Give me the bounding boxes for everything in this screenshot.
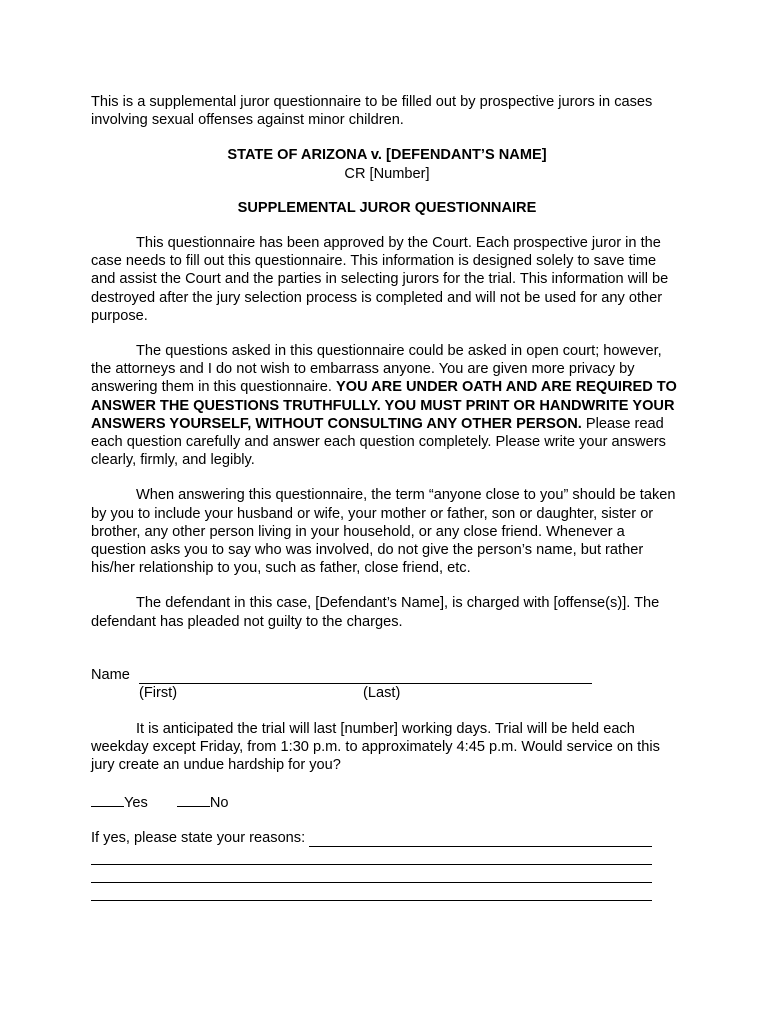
reasons-input-line[interactable] [309,831,652,847]
document-page [91,93,683,901]
reasons-line-4[interactable] [91,883,652,901]
paragraph-approval: This questionnaire has been approved by the Court. Each prospective juror in the case needs to fill out this questionnaire. This information is designed solely to save time and assist the Court and the parties in selecting jurors for the trial. This information will be destroyed after the jury selection process is completed and will not be used for any other purpose. [91,235,669,324]
paragraph-oath-end: Please read each question carefully and answer each question completely. Please write your answers clearly, firmly, and legibly. [91,415,666,469]
paragraph-anyone-close: When answering this questionnaire, the term “anyone close to you” should be taken by you to include your husband or wife, your mother or father, son or daughter, sister or brother, any other person living in your household, or any close friend. Whenever a question asks you to say who was involved, do not give the person’s name, but rather his/her relationship to you, such as father, close friend, etc. [91,487,676,577]
reasons-label: If yes, please state your reasons: [91,829,306,846]
no-label: No [209,794,229,811]
no-option[interactable] [177,792,229,812]
reasons-line-3[interactable] [91,865,652,883]
yes-option[interactable] [91,792,148,812]
paragraph-oath [91,342,683,469]
document-title: SUPPLEMENTAL JUROR QUESTIONNAIRE [237,199,537,216]
hardship-question: It is anticipated the trial will last [number] working days. Trial will be held each weekday except Friday, from 1:30 p.m. to approximately 4:45 p.m. Would service on this jury create an undue hardship for you? [91,721,660,774]
name-field [91,666,683,684]
reasons-line-2[interactable] [91,847,652,865]
paragraph-oath-start: The questions asked in this questionnaire could be asked in open court; however, the attorneys and I do not wish to embarrass anyone. You are given more privacy by answering them in this questionnaire. [91,343,662,396]
intro-text: This is a supplemental juror questionnaire to be filled out by prospective jurors in cases involving sexual offenses against minor children. [91,94,653,129]
yes-blank[interactable] [91,792,124,807]
reasons-field [91,829,683,847]
paragraph-charges: The defendant in this case, [Defendant’s Name], is charged with [offense(s)]. The defendant has pleaded not guilty to the charges. [91,595,660,630]
case-title: STATE OF ARIZONA v. [DEFENDANT’S NAME] [227,147,547,164]
name-sublabels [91,684,683,702]
yes-no-answers [91,792,683,812]
case-number: CR [Number] [344,165,430,182]
name-label: Name [91,666,130,683]
yes-label: Yes [124,794,148,811]
oath-warning: YOU ARE UNDER OATH AND ARE REQUIRED TO ANSWER THE QUESTIONS TRUTHFULLY. YOU MUST PRINT OR HANDWRITE YOUR ANSWERS YOURSELF, WITHOUT CONSULTING ANY OTHER PERSON. [91,379,677,432]
name-input-line[interactable] [139,668,592,684]
no-blank[interactable] [177,792,210,807]
first-name-label: (First) [139,685,178,702]
last-name-label: (Last) [363,685,401,702]
